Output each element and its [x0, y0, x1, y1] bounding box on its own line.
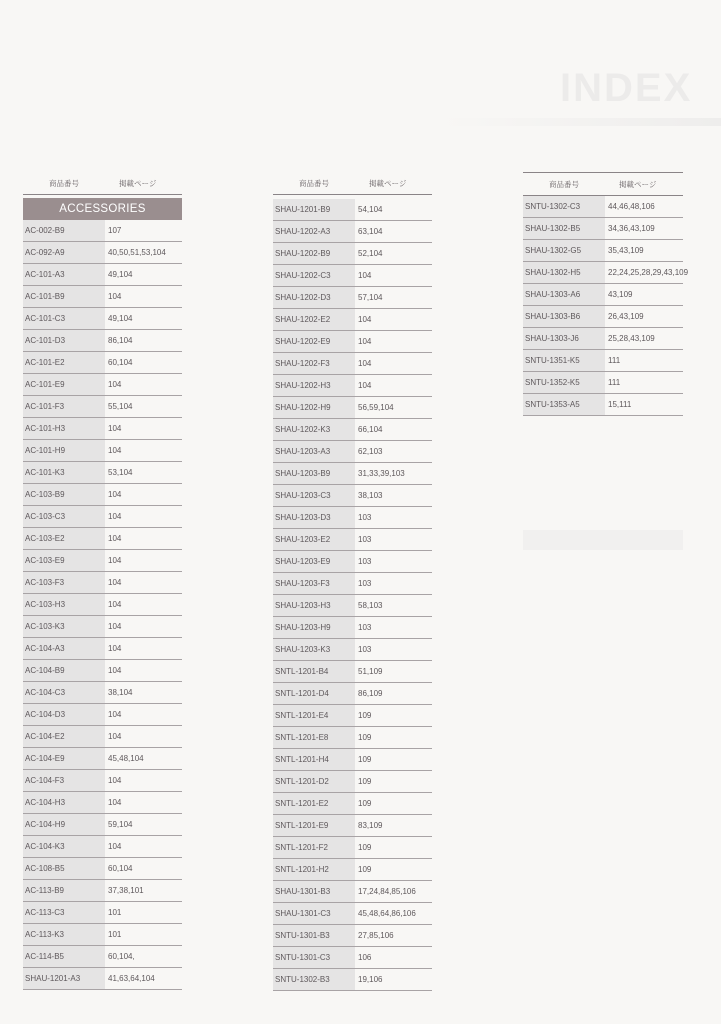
- index-row: [23, 264, 182, 286]
- product-code: SNTL-1201-E4: [273, 705, 355, 726]
- product-code: AC-002-B9: [23, 220, 105, 241]
- index-row: [273, 903, 432, 925]
- index-row: [273, 551, 432, 573]
- product-code: SNTU-1352-K5: [523, 372, 605, 393]
- index-row: [23, 770, 182, 792]
- product-code: AC-113-K3: [23, 924, 105, 945]
- product-code: SHAU-1202-K3: [273, 419, 355, 440]
- page-numbers: 103: [358, 623, 372, 632]
- index-row: [273, 639, 432, 661]
- index-row: [23, 792, 182, 814]
- page-numbers: 103: [358, 513, 372, 522]
- index-row: [23, 352, 182, 374]
- product-code: AC-101-E9: [23, 374, 105, 395]
- page-numbers: 104: [108, 644, 122, 653]
- product-code: SHAU-1202-A3: [273, 221, 355, 242]
- product-code: SNTL-1201-F2: [273, 837, 355, 858]
- page-numbers: 104: [358, 271, 372, 280]
- index-row: [273, 221, 432, 243]
- page-header: 掲載ページ: [369, 178, 407, 188]
- index-row: [273, 771, 432, 793]
- index-row: [273, 969, 432, 991]
- page-numbers: 86,104: [108, 336, 133, 345]
- faded-block: [523, 530, 683, 550]
- product-code: SNTU-1301-C3: [273, 947, 355, 968]
- page-numbers: 101: [108, 908, 122, 917]
- product-code: SHAU-1203-H3: [273, 595, 355, 616]
- product-code: AC-104-D3: [23, 704, 105, 725]
- product-code: SHAU-1203-E9: [273, 551, 355, 572]
- page-numbers: 103: [358, 645, 372, 654]
- page-numbers: 101: [108, 930, 122, 939]
- index-row: [273, 243, 432, 265]
- product-code: AC-092-A9: [23, 242, 105, 263]
- index-row: [23, 462, 182, 484]
- index-row: [23, 858, 182, 880]
- page-title: INDEX: [560, 66, 693, 110]
- page-numbers: 43,109: [608, 290, 633, 299]
- page-numbers: 55,104: [108, 402, 133, 411]
- page-numbers: 41,63,64,104: [108, 974, 155, 983]
- index-row: [273, 199, 432, 221]
- page-numbers: 104: [108, 578, 122, 587]
- product-code: SNTL-1201-E9: [273, 815, 355, 836]
- index-row: [23, 286, 182, 308]
- index-row: [273, 331, 432, 353]
- column-header: [523, 172, 683, 196]
- index-row: [23, 440, 182, 462]
- index-row: [273, 947, 432, 969]
- index-list: [273, 199, 432, 991]
- product-code: SNTU-1351-K5: [523, 350, 605, 371]
- index-row: [23, 330, 182, 352]
- page-numbers: 111: [608, 356, 621, 365]
- product-code: SHAU-1203-A3: [273, 441, 355, 462]
- product-code: AC-103-F3: [23, 572, 105, 593]
- page-numbers: 45,48,64,86,106: [358, 909, 416, 918]
- product-code: SNTU-1301-B3: [273, 925, 355, 946]
- index-row: [23, 924, 182, 946]
- product-code: SNTL-1201-H2: [273, 859, 355, 880]
- product-code: AC-101-A3: [23, 264, 105, 285]
- product-code: SHAU-1303-J6: [523, 328, 605, 349]
- index-row: [273, 573, 432, 595]
- page-numbers: 62,103: [358, 447, 383, 456]
- page-numbers: 38,104: [108, 688, 133, 697]
- page-numbers: 104: [108, 600, 122, 609]
- code-header: 商品番号: [299, 178, 329, 188]
- product-code: AC-101-H9: [23, 440, 105, 461]
- page-numbers: 63,104: [358, 227, 383, 236]
- index-row: [23, 638, 182, 660]
- product-code: AC-103-E2: [23, 528, 105, 549]
- product-code: SNTU-1302-B3: [273, 969, 355, 990]
- index-row: [273, 529, 432, 551]
- index-row: [273, 837, 432, 859]
- product-code: AC-104-B9: [23, 660, 105, 681]
- page-numbers: 86,109: [358, 689, 383, 698]
- product-code: SNTL-1201-E2: [273, 793, 355, 814]
- page-numbers: 53,104: [108, 468, 133, 477]
- index-row: [273, 595, 432, 617]
- page-numbers: 107: [108, 226, 122, 235]
- index-row: [273, 749, 432, 771]
- index-row: [273, 353, 432, 375]
- product-code: SHAU-1202-F3: [273, 353, 355, 374]
- index-column-1: [23, 172, 182, 990]
- product-code: SHAU-1302-H5: [523, 262, 605, 283]
- page-numbers: 104: [108, 556, 122, 565]
- page-numbers: 104: [108, 622, 122, 631]
- product-code: AC-104-C3: [23, 682, 105, 703]
- page-numbers: 104: [108, 710, 122, 719]
- page-numbers: 104: [358, 381, 372, 390]
- page-numbers: 31,33,39,103: [358, 469, 405, 478]
- index-list: [23, 220, 182, 990]
- product-code: AC-104-H3: [23, 792, 105, 813]
- product-code: SHAU-1203-K3: [273, 639, 355, 660]
- index-row: [273, 727, 432, 749]
- product-code: SNTL-1201-D4: [273, 683, 355, 704]
- product-code: SHAU-1203-E2: [273, 529, 355, 550]
- product-code: SHAU-1202-C3: [273, 265, 355, 286]
- page-numbers: 22,24,25,28,29,43,109: [608, 268, 689, 277]
- page-numbers: 54,104: [358, 205, 383, 214]
- section-accessories: ACCESSORIES: [23, 198, 182, 220]
- page-numbers: 104: [358, 315, 372, 324]
- page-numbers: 51,109: [358, 667, 383, 676]
- page-numbers: 34,36,43,109: [608, 224, 655, 233]
- product-code: AC-104-F3: [23, 770, 105, 791]
- index-row: [23, 660, 182, 682]
- page-numbers: 103: [358, 579, 372, 588]
- index-row: [273, 463, 432, 485]
- page-numbers: 44,46,48,106: [608, 202, 655, 211]
- index-row: [23, 220, 182, 242]
- product-code: AC-101-C3: [23, 308, 105, 329]
- page-numbers: 106: [358, 953, 372, 962]
- product-code: SNTL-1201-E8: [273, 727, 355, 748]
- product-code: SHAU-1203-C3: [273, 485, 355, 506]
- index-row: [273, 441, 432, 463]
- index-row: [523, 328, 683, 350]
- page-numbers: 109: [358, 755, 372, 764]
- page-numbers: 104: [108, 776, 122, 785]
- index-row: [273, 705, 432, 727]
- index-row: [273, 265, 432, 287]
- index-row: [523, 394, 683, 416]
- page-numbers: 83,109: [358, 821, 383, 830]
- page-numbers: 104: [358, 359, 372, 368]
- page-numbers: 27,85,106: [358, 931, 394, 940]
- page-numbers: 104: [108, 732, 122, 741]
- index-row: [523, 262, 689, 284]
- page-numbers: 103: [358, 535, 372, 544]
- index-row: [23, 396, 182, 418]
- page-numbers: 56,59,104: [358, 403, 394, 412]
- product-code: AC-104-H9: [23, 814, 105, 835]
- product-code: SHAU-1302-B5: [523, 218, 605, 239]
- product-code: AC-104-E2: [23, 726, 105, 747]
- page-numbers: 59,104: [108, 820, 133, 829]
- page-numbers: 45,48,104: [108, 754, 144, 763]
- page-numbers: 52,104: [358, 249, 383, 258]
- page-numbers: 17,24,84,85,106: [358, 887, 416, 896]
- product-code: SHAU-1202-E9: [273, 331, 355, 352]
- index-row: [23, 528, 182, 550]
- product-code: SHAU-1203-F3: [273, 573, 355, 594]
- index-row: [523, 372, 683, 394]
- code-header: 商品番号: [49, 178, 79, 188]
- page-numbers: 58,103: [358, 601, 383, 610]
- index-row: [23, 880, 182, 902]
- index-row: [273, 375, 432, 397]
- product-code: AC-104-K3: [23, 836, 105, 857]
- product-code: AC-103-K3: [23, 616, 105, 637]
- product-code: SHAU-1301-B3: [273, 881, 355, 902]
- page-numbers: 109: [358, 733, 372, 742]
- index-row: [273, 793, 432, 815]
- page-numbers: 57,104: [358, 293, 383, 302]
- column-header: [23, 172, 182, 195]
- index-row: [23, 594, 182, 616]
- product-code: AC-103-E9: [23, 550, 105, 571]
- product-code: SHAU-1201-A3: [23, 968, 105, 989]
- index-row: [23, 968, 182, 990]
- page-numbers: 109: [358, 711, 372, 720]
- index-row: [273, 617, 432, 639]
- index-row: [23, 946, 182, 968]
- product-code: AC-113-C3: [23, 902, 105, 923]
- product-code: AC-113-B9: [23, 880, 105, 901]
- product-code: SHAU-1203-H9: [273, 617, 355, 638]
- title-rule: [440, 118, 721, 126]
- index-row: [273, 661, 432, 683]
- index-row: [523, 306, 683, 328]
- index-row: [273, 925, 432, 947]
- index-row: [273, 309, 432, 331]
- product-code: AC-101-K3: [23, 462, 105, 483]
- page-numbers: 104: [358, 337, 372, 346]
- index-column-3: [523, 172, 689, 416]
- index-row: [23, 814, 182, 836]
- index-column-2: [273, 172, 432, 991]
- code-header: 商品番号: [549, 179, 579, 189]
- index-row: [273, 859, 432, 881]
- product-code: AC-108-B5: [23, 858, 105, 879]
- product-code: AC-101-B9: [23, 286, 105, 307]
- product-code: SHAU-1202-D3: [273, 287, 355, 308]
- page-numbers: 104: [108, 292, 122, 301]
- index-row: [23, 726, 182, 748]
- page-numbers: 109: [358, 865, 372, 874]
- product-code: AC-114-B5: [23, 946, 105, 967]
- index-row: [523, 284, 683, 306]
- index-row: [23, 682, 182, 704]
- page-numbers: 104: [108, 424, 122, 433]
- index-row: [23, 550, 182, 572]
- index-row: [23, 308, 182, 330]
- index-row: [523, 196, 683, 218]
- page-numbers: 104: [108, 490, 122, 499]
- index-row: [23, 836, 182, 858]
- page-numbers: 15,111: [608, 400, 632, 409]
- page-header: 掲載ページ: [119, 178, 157, 188]
- page-numbers: 104: [108, 446, 122, 455]
- index-list: [523, 196, 689, 416]
- page-numbers: 38,103: [358, 491, 383, 500]
- page-header: 掲載ページ: [619, 179, 657, 189]
- product-code: SNTL-1201-B4: [273, 661, 355, 682]
- page-numbers: 35,43,109: [608, 246, 644, 255]
- index-row: [273, 419, 432, 441]
- product-code: AC-101-H3: [23, 418, 105, 439]
- page-numbers: 103: [358, 557, 372, 566]
- page-numbers: 104: [108, 512, 122, 521]
- page-numbers: 109: [358, 843, 372, 852]
- index-row: [23, 748, 182, 770]
- product-code: AC-103-B9: [23, 484, 105, 505]
- product-code: SHAU-1303-B6: [523, 306, 605, 327]
- index-row: [273, 507, 432, 529]
- index-row: [523, 240, 683, 262]
- index-row: [23, 484, 182, 506]
- product-code: SNTU-1353-A5: [523, 394, 605, 415]
- index-row: [23, 572, 182, 594]
- product-code: SHAU-1301-C3: [273, 903, 355, 924]
- product-code: SHAU-1203-D3: [273, 507, 355, 528]
- page-numbers: 25,28,43,109: [608, 334, 655, 343]
- product-code: AC-103-H3: [23, 594, 105, 615]
- index-row: [273, 683, 432, 705]
- index-row: [273, 815, 432, 837]
- product-code: SNTU-1302-C3: [523, 196, 605, 217]
- page-numbers: 60,104: [108, 358, 133, 367]
- product-code: SHAU-1302-G5: [523, 240, 605, 261]
- product-code: SHAU-1303-A6: [523, 284, 605, 305]
- index-row: [273, 881, 432, 903]
- column-header: [273, 172, 432, 195]
- index-row: [23, 704, 182, 726]
- product-code: SHAU-1202-B9: [273, 243, 355, 264]
- page-numbers: 40,50,51,53,104: [108, 248, 166, 257]
- page-numbers: 60,104: [108, 864, 133, 873]
- index-row: [23, 374, 182, 396]
- index-row: [273, 485, 432, 507]
- index-row: [273, 397, 432, 419]
- product-code: SHAU-1202-E2: [273, 309, 355, 330]
- index-row: [23, 242, 182, 264]
- index-row: [23, 902, 182, 924]
- page-numbers: 19,106: [358, 975, 383, 984]
- product-code: SNTL-1201-D2: [273, 771, 355, 792]
- page-numbers: 109: [358, 777, 372, 786]
- product-code: AC-104-A3: [23, 638, 105, 659]
- product-code: SHAU-1203-B9: [273, 463, 355, 484]
- product-code: AC-101-D3: [23, 330, 105, 351]
- index-row: [273, 287, 432, 309]
- page-numbers: 109: [358, 799, 372, 808]
- product-code: SNTL-1201-H4: [273, 749, 355, 770]
- page-numbers: 104: [108, 534, 122, 543]
- page-numbers: 104: [108, 380, 122, 389]
- product-code: SHAU-1202-H9: [273, 397, 355, 418]
- page-numbers: 37,38,101: [108, 886, 144, 895]
- index-row: [23, 506, 182, 528]
- index-row: [523, 350, 683, 372]
- page-numbers: 104: [108, 798, 122, 807]
- product-code: AC-103-C3: [23, 506, 105, 527]
- product-code: AC-104-E9: [23, 748, 105, 769]
- index-row: [23, 418, 182, 440]
- page-numbers: 66,104: [358, 425, 383, 434]
- product-code: SHAU-1201-B9: [273, 199, 355, 220]
- product-code: SHAU-1202-H3: [273, 375, 355, 396]
- page-numbers: 111: [608, 378, 621, 387]
- page-numbers: 104: [108, 842, 122, 851]
- index-row: [23, 616, 182, 638]
- page-numbers: 104: [108, 666, 122, 675]
- index-row: [523, 218, 683, 240]
- product-code: AC-101-E2: [23, 352, 105, 373]
- page-numbers: 49,104: [108, 314, 133, 323]
- page-numbers: 49,104: [108, 270, 133, 279]
- page-numbers: 60,104,: [108, 952, 135, 961]
- product-code: AC-101-F3: [23, 396, 105, 417]
- page-numbers: 26,43,109: [608, 312, 644, 321]
